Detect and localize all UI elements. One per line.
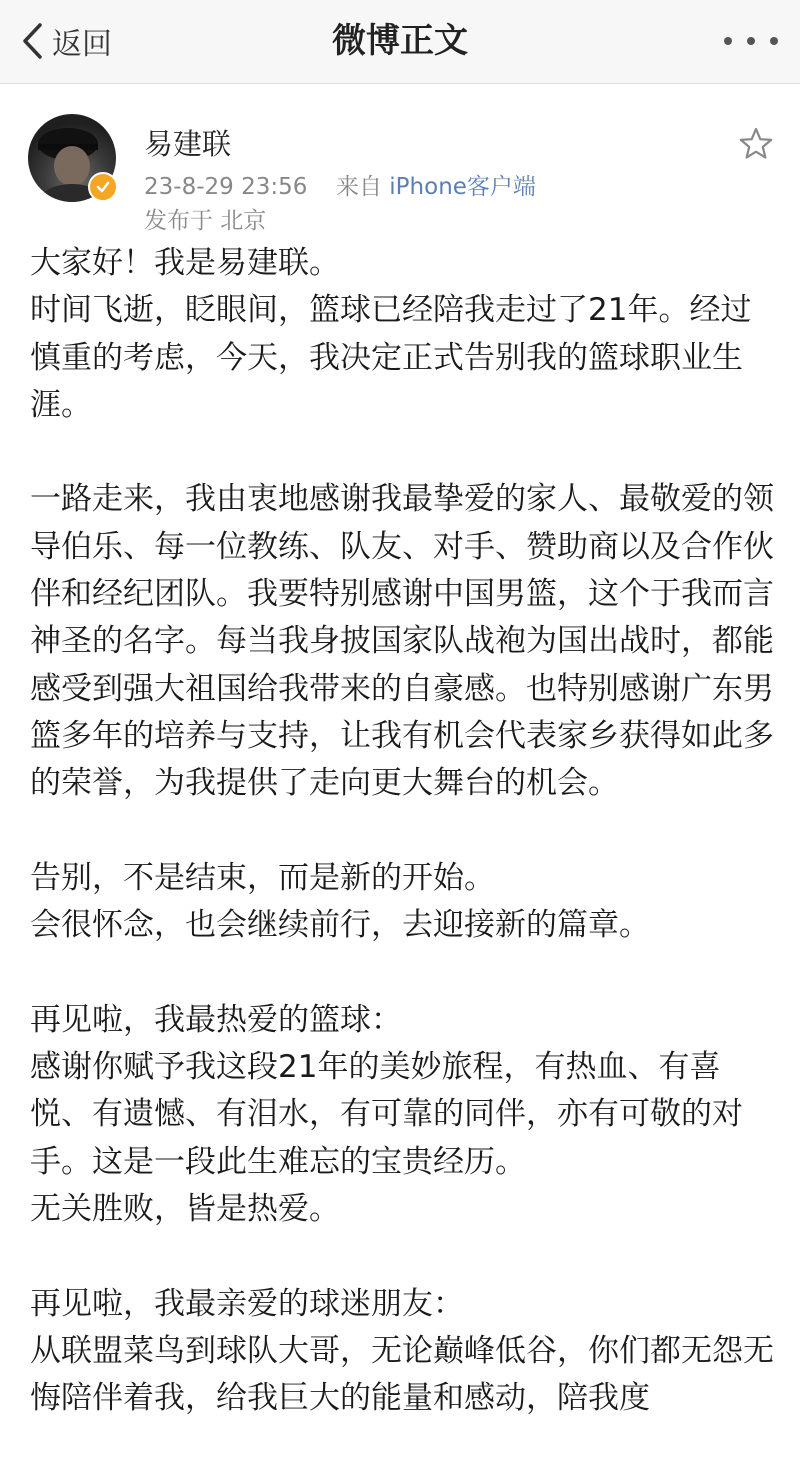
post-header xyxy=(0,84,800,240)
post-timestamp: 23-8-29 23:56 xyxy=(144,174,308,200)
post-body xyxy=(0,240,800,1422)
post-text-line: 一路走来，我由衷地感谢我最挚爱的家人、最敬爱的领导伯乐、每一位教练、队友、对手、赞助商以及合作伙伴和经纪团队。我要特别感谢中国男篮，这个于我而言神圣的名字。每当我身披国家队战袍为国出战时，都能感受到强大祖国给我带来的自豪感。也特别感谢广东男篮多年的培养与支持，让我有机会代表家乡获得如此多的荣誉，为我提供了走向更大舞台的机会。 xyxy=(30,481,774,802)
more-button[interactable] xyxy=(724,30,778,52)
author-name[interactable]: 易建联 xyxy=(144,127,232,161)
post-meta xyxy=(144,170,536,204)
source-prefix: 来自 xyxy=(335,174,382,200)
page-title: 微博正文 xyxy=(332,21,468,61)
star-outline-icon[interactable] xyxy=(738,126,774,162)
post-text-line: 感谢你赋予我这段21年的美妙旅程，有热血、有喜悦、有遗憾、有泪水，有可靠的同伴，亦有可敬的对手。这是一段此生难忘的宝贵经历。 xyxy=(30,1049,743,1180)
avatar[interactable] xyxy=(28,114,116,202)
post-text-line: 告别，不是结束，而是新的开始。 xyxy=(30,859,495,896)
post-location: 发布于 北京 xyxy=(144,208,267,234)
post-text-line: 再见啦，我最热爱的篮球： xyxy=(30,1001,402,1038)
more-horizontal-icon xyxy=(724,37,732,45)
more-dot xyxy=(747,37,755,45)
nav-bar xyxy=(0,0,800,84)
paragraph-gap xyxy=(30,949,774,996)
post-text-line: 无关胜败，皆是热爱。 xyxy=(30,1190,340,1227)
more-dot xyxy=(770,37,778,45)
paragraph-gap xyxy=(30,808,774,855)
post-text-line: 再见啦，我最亲爱的球迷朋友： xyxy=(30,1285,464,1322)
post-text-line: 大家好！我是易建联。 xyxy=(30,245,340,281)
back-label: 返回 xyxy=(52,27,112,62)
verified-badge-icon xyxy=(88,172,118,202)
post-text-line: 时间飞逝，眨眼间，篮球已经陪我走过了21年。经过慎重的考虑，今天，我决定正式告别我的篮球职业生涯。 xyxy=(30,292,752,423)
post-source-link[interactable]: iPhone客户端 xyxy=(389,174,536,200)
paragraph-gap xyxy=(30,1233,774,1280)
post-text-line: 会很怀念，也会继续前行，去迎接新的篇章。 xyxy=(30,907,650,944)
post-text-line: 从联盟菜鸟到球队大哥，无论巅峰低谷，你们都无怨无悔陪伴着我，给我巨大的能量和感动，陪我度 xyxy=(30,1332,774,1417)
paragraph-gap xyxy=(30,429,774,476)
